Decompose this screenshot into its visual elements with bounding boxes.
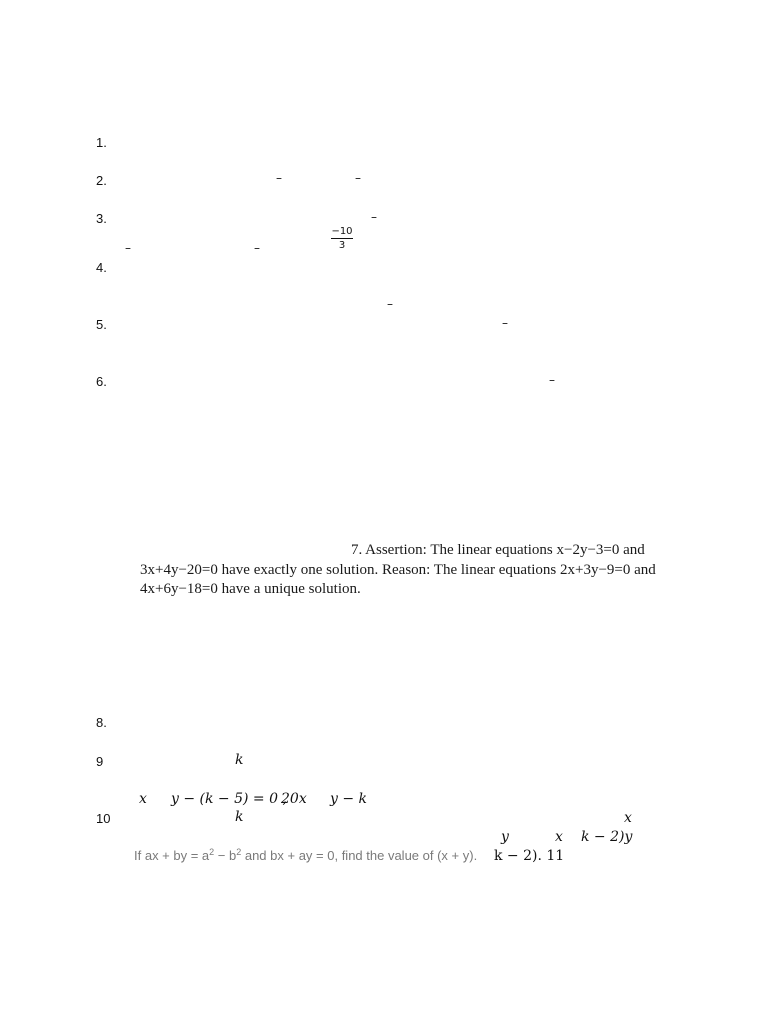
question-10-number: 10: [96, 811, 111, 826]
question-9-equation-part: 20x: [281, 791, 307, 807]
question-8-number: 8.: [96, 715, 107, 730]
question-10-variable-k: k: [235, 809, 244, 825]
question-10-variable-x: x: [624, 810, 632, 826]
question-9-variable-k: k: [235, 752, 244, 768]
question-7-line-2: 3x+4y−20=0 have exactly one solution. Reason: The linear equations 2x+3y−9=0 and: [140, 562, 656, 578]
question-10-variable-y: y: [501, 829, 509, 845]
question-6-minus-sign: –: [549, 373, 555, 387]
question-3-minus-sign: –: [254, 241, 260, 255]
question-5-minus-sign: –: [502, 316, 508, 330]
question-9-variable-x: x: [139, 791, 147, 807]
question-9-number: 9: [96, 754, 104, 769]
question-2-minus-sign: –: [355, 171, 361, 185]
question-9-equation-part: y − (k − 5) = 0 ,: [171, 791, 287, 807]
question-10-expression: k − 2)y: [581, 829, 633, 845]
question-4-minus-sign: –: [387, 297, 393, 311]
statement-text: If ax + by = a: [134, 848, 210, 863]
statement-exponent: 2: [209, 847, 215, 857]
question-3-number: 3.: [96, 211, 107, 226]
question-7-line-3: 4x+6y−18=0 have a unique solution.: [140, 581, 361, 597]
question-6-number: 6.: [96, 374, 107, 389]
question-3-minus-sign: –: [125, 241, 131, 255]
question-1-number: 1.: [96, 135, 107, 150]
question-3-minus-sign: –: [371, 210, 377, 224]
fraction-numerator: −10: [331, 226, 353, 237]
fraction-bar: [331, 238, 353, 239]
question-10-tail-expression: k − 2). 11: [494, 848, 565, 864]
question-7-line-1: 7. Assertion: The linear equations x−2y−3=0 and: [351, 542, 645, 558]
statement-text: and bx + ay = 0, find the value of (x + y).: [241, 848, 478, 863]
question-2-number: 2.: [96, 173, 107, 188]
statement-text: − b: [214, 848, 237, 863]
question-10-variable-x: x: [555, 829, 563, 845]
question-5-number: 5.: [96, 317, 107, 332]
fraction-denominator: 3: [338, 240, 346, 251]
question-9-equation-part: y − k: [330, 791, 368, 807]
question-10-pasted-statement: [134, 848, 477, 862]
question-4-number: 4.: [96, 260, 107, 275]
question-2-minus-sign: –: [276, 171, 282, 185]
statement-exponent: 2: [236, 847, 242, 857]
question-3-fraction: [331, 226, 353, 251]
